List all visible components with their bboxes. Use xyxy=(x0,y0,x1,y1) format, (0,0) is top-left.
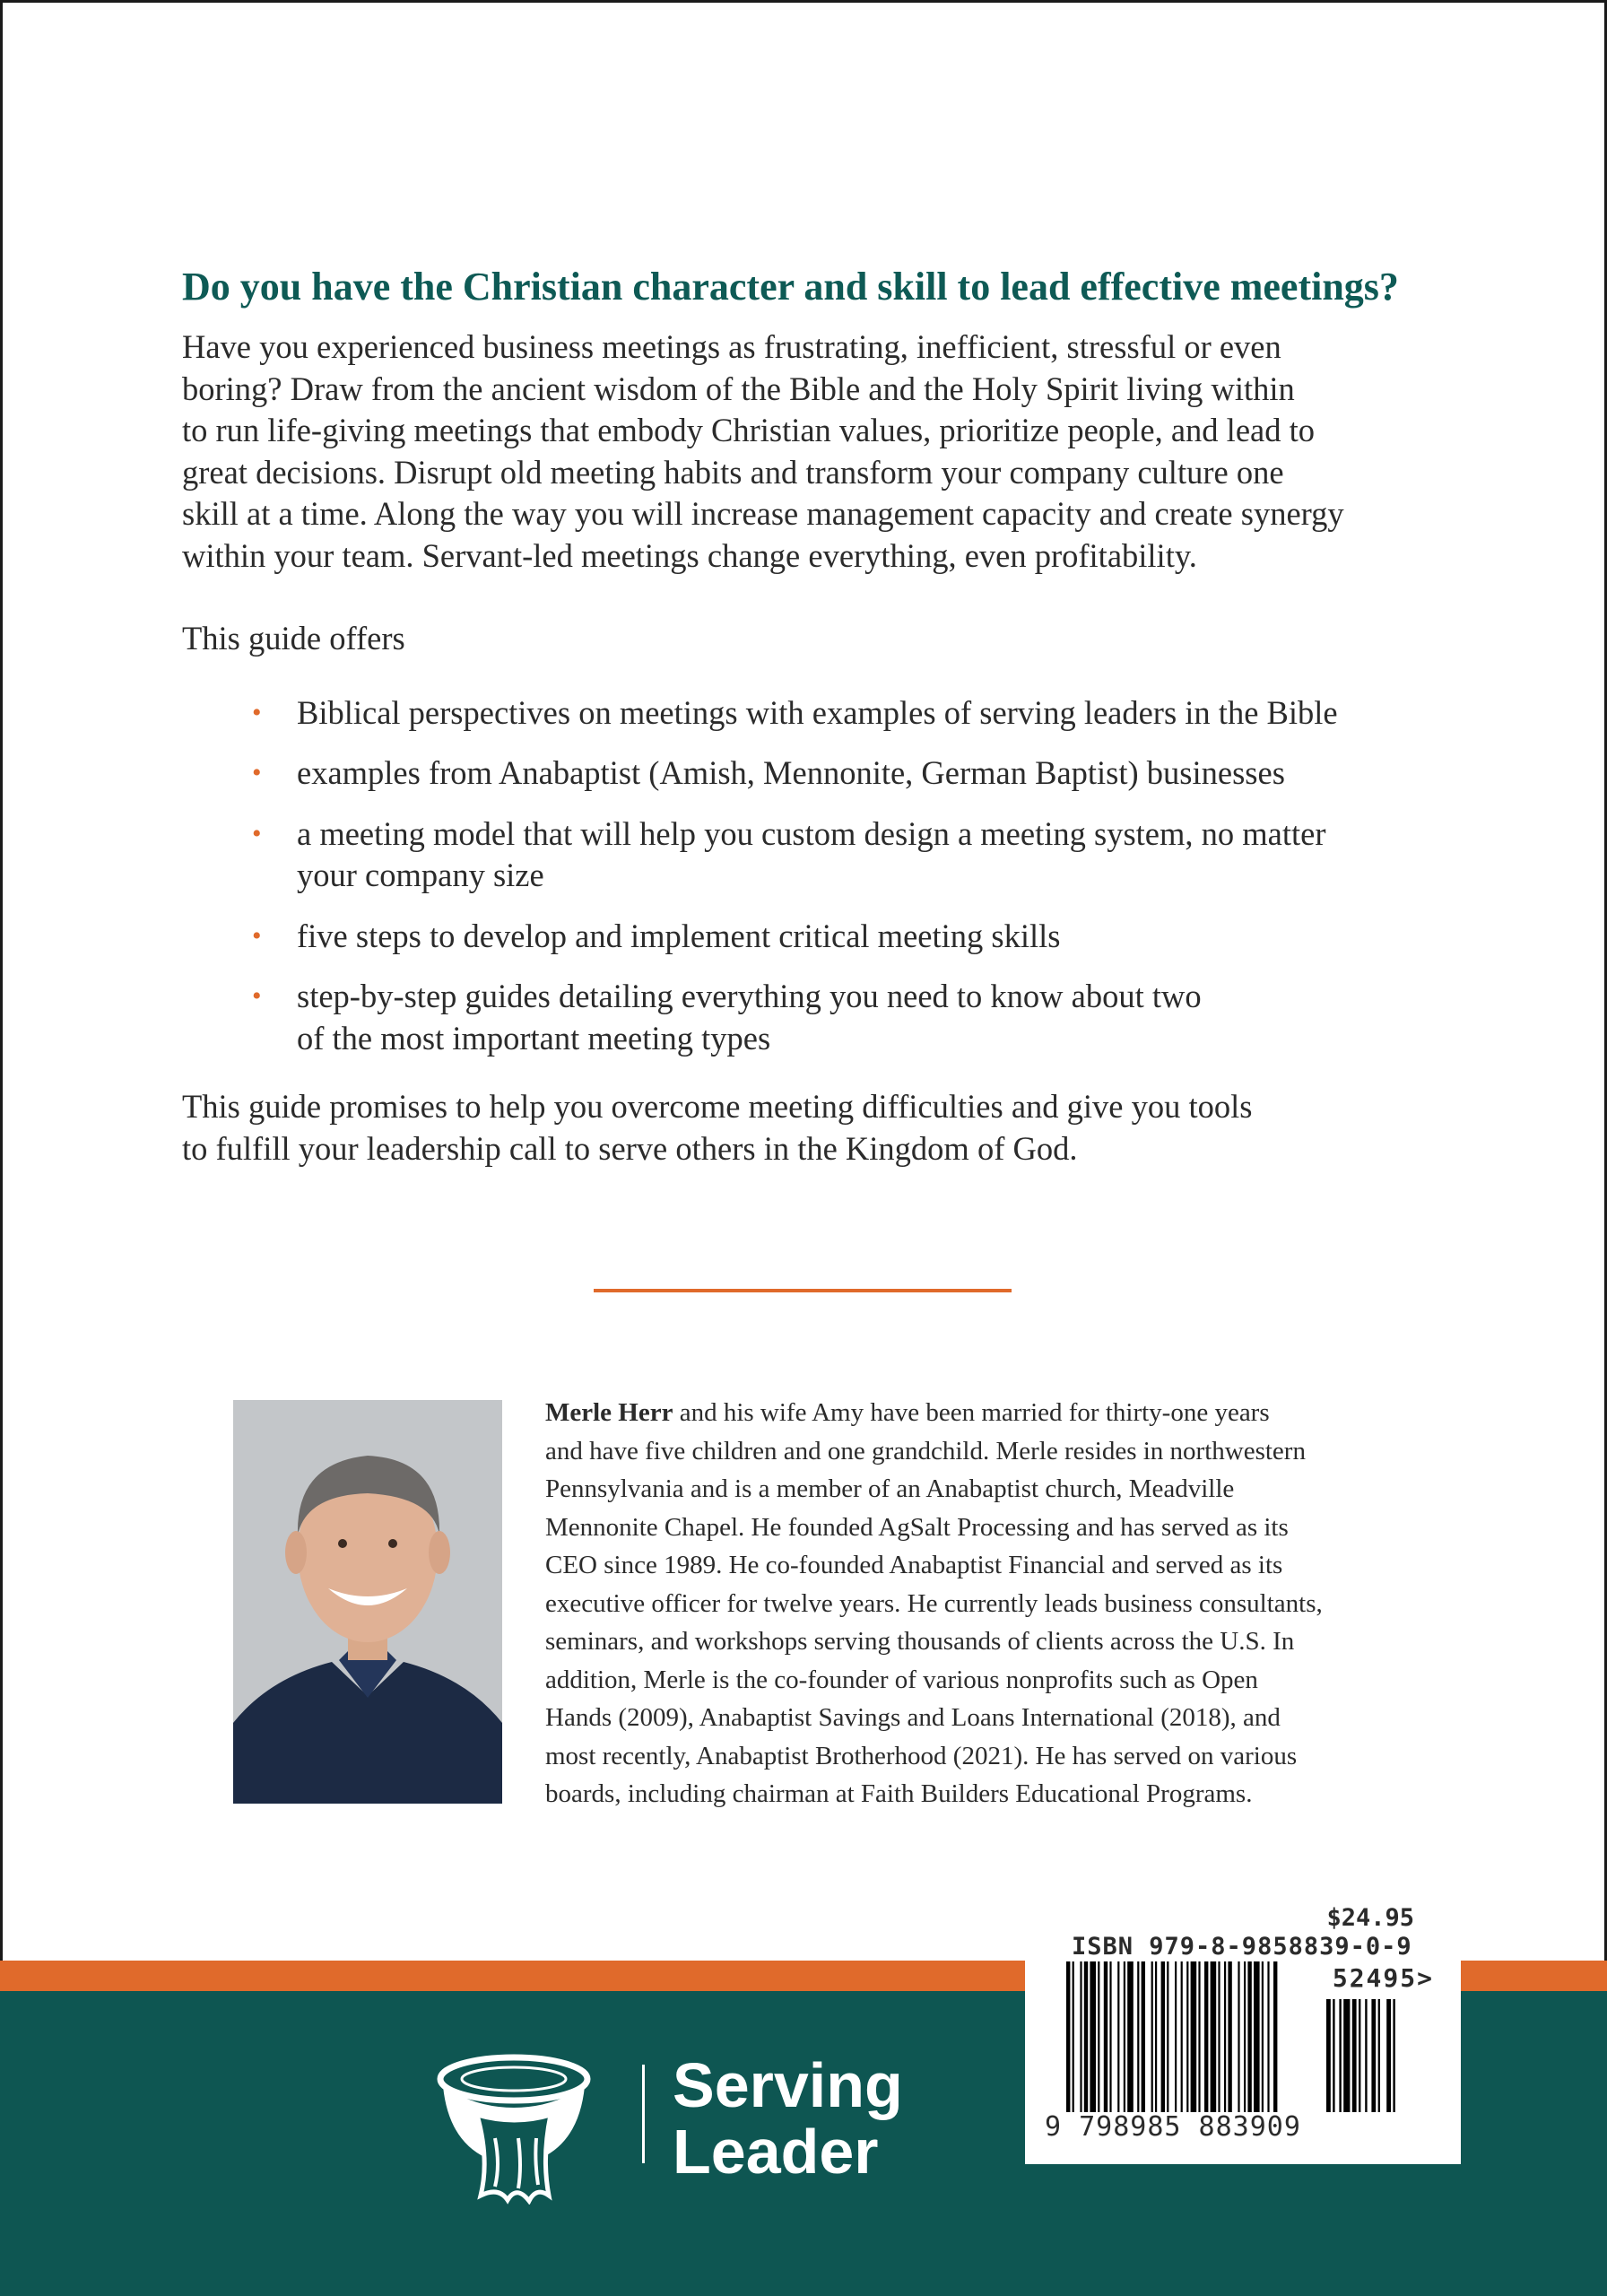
section-divider xyxy=(594,1289,1012,1292)
logo-line-2: Leader xyxy=(673,2117,879,2187)
barcode-box xyxy=(1025,1899,1461,2164)
logo-divider xyxy=(642,2065,645,2163)
author-photo xyxy=(233,1400,502,1804)
basin-towel-logo-icon xyxy=(436,2052,592,2205)
closing-paragraph xyxy=(182,1086,1348,1170)
offers-lead: This guide offers xyxy=(182,620,405,657)
bio-line: executive officer for twelve years. He currently leads business consultants, xyxy=(545,1588,1323,1618)
bio-line: Hands (2009), Anabaptist Savings and Loans International (2018), and xyxy=(545,1703,1281,1732)
intro-paragraph xyxy=(182,326,1438,577)
intro-line: great decisions. Disrupt old meeting habits and transform your company culture one xyxy=(182,453,1284,491)
bio-line: Mennonite Chapel. He founded AgSalt Processing and has served as its xyxy=(545,1512,1289,1542)
closing-line: to fulfill your leadership call to serve others in the Kingdom of God. xyxy=(182,1129,1078,1167)
list-item-text: your company size xyxy=(297,857,544,893)
bullet-icon: • xyxy=(252,697,262,727)
back-cover-copy xyxy=(182,260,1438,1170)
list-item-text: examples from Anabaptist (Amish, Mennonite, German Baptist) businesses xyxy=(297,754,1285,791)
list-item xyxy=(182,916,1463,958)
addon-number: 52495> xyxy=(1332,1963,1434,1993)
barcode-icon xyxy=(1066,1961,1443,2114)
bio-line: and have five children and one grandchild. Merle resides in northwestern xyxy=(545,1436,1306,1465)
closing-line: This guide promises to help you overcome meeting difficulties and give you tools xyxy=(182,1088,1253,1125)
bullet-icon: • xyxy=(252,981,262,1011)
bio-line: CEO since 1989. He co-founded Anabaptist Financial and served as its xyxy=(545,1551,1283,1579)
logo-wordmark xyxy=(673,2052,903,2185)
list-item xyxy=(182,813,1463,897)
isbn-label: ISBN 979-8-9858839-0-9 xyxy=(1072,1933,1412,1961)
author-bio xyxy=(545,1394,1406,1813)
offers-list xyxy=(182,692,1438,1060)
bio-line: addition, Merle is the co-founder of various nonprofits such as Open xyxy=(545,1665,1258,1694)
bio-line: seminars, and workshops serving thousands of clients across the U.S. In xyxy=(545,1627,1295,1656)
list-item-text: of the most important meeting types xyxy=(297,1019,771,1057)
list-item-text: five steps to develop and implement critical meeting skills xyxy=(297,917,1061,954)
list-item xyxy=(182,976,1463,1059)
barcode-digits: 9 798985 883909 xyxy=(1045,2111,1301,2143)
headline: Do you have the Christian character and skill to lead effective meetings? xyxy=(182,265,1399,309)
author-name: Merle Herr xyxy=(545,1398,673,1427)
bullet-icon: • xyxy=(252,758,262,787)
bio-line: Pennsylvania and is a member of an Anabaptist church, Meadville xyxy=(545,1474,1235,1503)
bio-line: and his wife Amy have been married for thirty-one years xyxy=(673,1398,1270,1427)
author-portrait-icon xyxy=(233,1400,502,1804)
bio-line: boards, including chairman at Faith Builders Educational Programs. xyxy=(545,1779,1253,1808)
price-label: $24.95 xyxy=(1326,1904,1414,1932)
list-item xyxy=(182,752,1463,795)
intro-line: to run life-giving meetings that embody Christian values, prioritize people, and lead to xyxy=(182,412,1315,448)
intro-line: Have you experienced business meetings as frustrating, inefficient, stressful or even xyxy=(182,328,1281,365)
list-item-text: Biblical perspectives on meetings with examples of serving leaders in the Bible xyxy=(297,693,1338,731)
intro-line: within your team. Servant-led meetings change everything, even profitability. xyxy=(182,536,1197,574)
bullet-icon: • xyxy=(252,818,262,848)
list-item xyxy=(182,692,1463,735)
bio-line: most recently, Anabaptist Brotherhood (2021). He has served on various xyxy=(545,1741,1298,1770)
list-item-text: step-by-step guides detailing everything you need to know about two xyxy=(297,978,1202,1014)
intro-line: boring? Draw from the ancient wisdom of the Bible and the Holy Spirit living within xyxy=(182,370,1295,407)
list-item-text: a meeting model that will help you custom design a meeting system, no matter xyxy=(297,814,1326,852)
intro-line: skill at a time. Along the way you will increase management capacity and create synergy xyxy=(182,495,1344,532)
logo-line-1: Serving xyxy=(673,2050,903,2120)
bullet-icon: • xyxy=(252,920,262,951)
